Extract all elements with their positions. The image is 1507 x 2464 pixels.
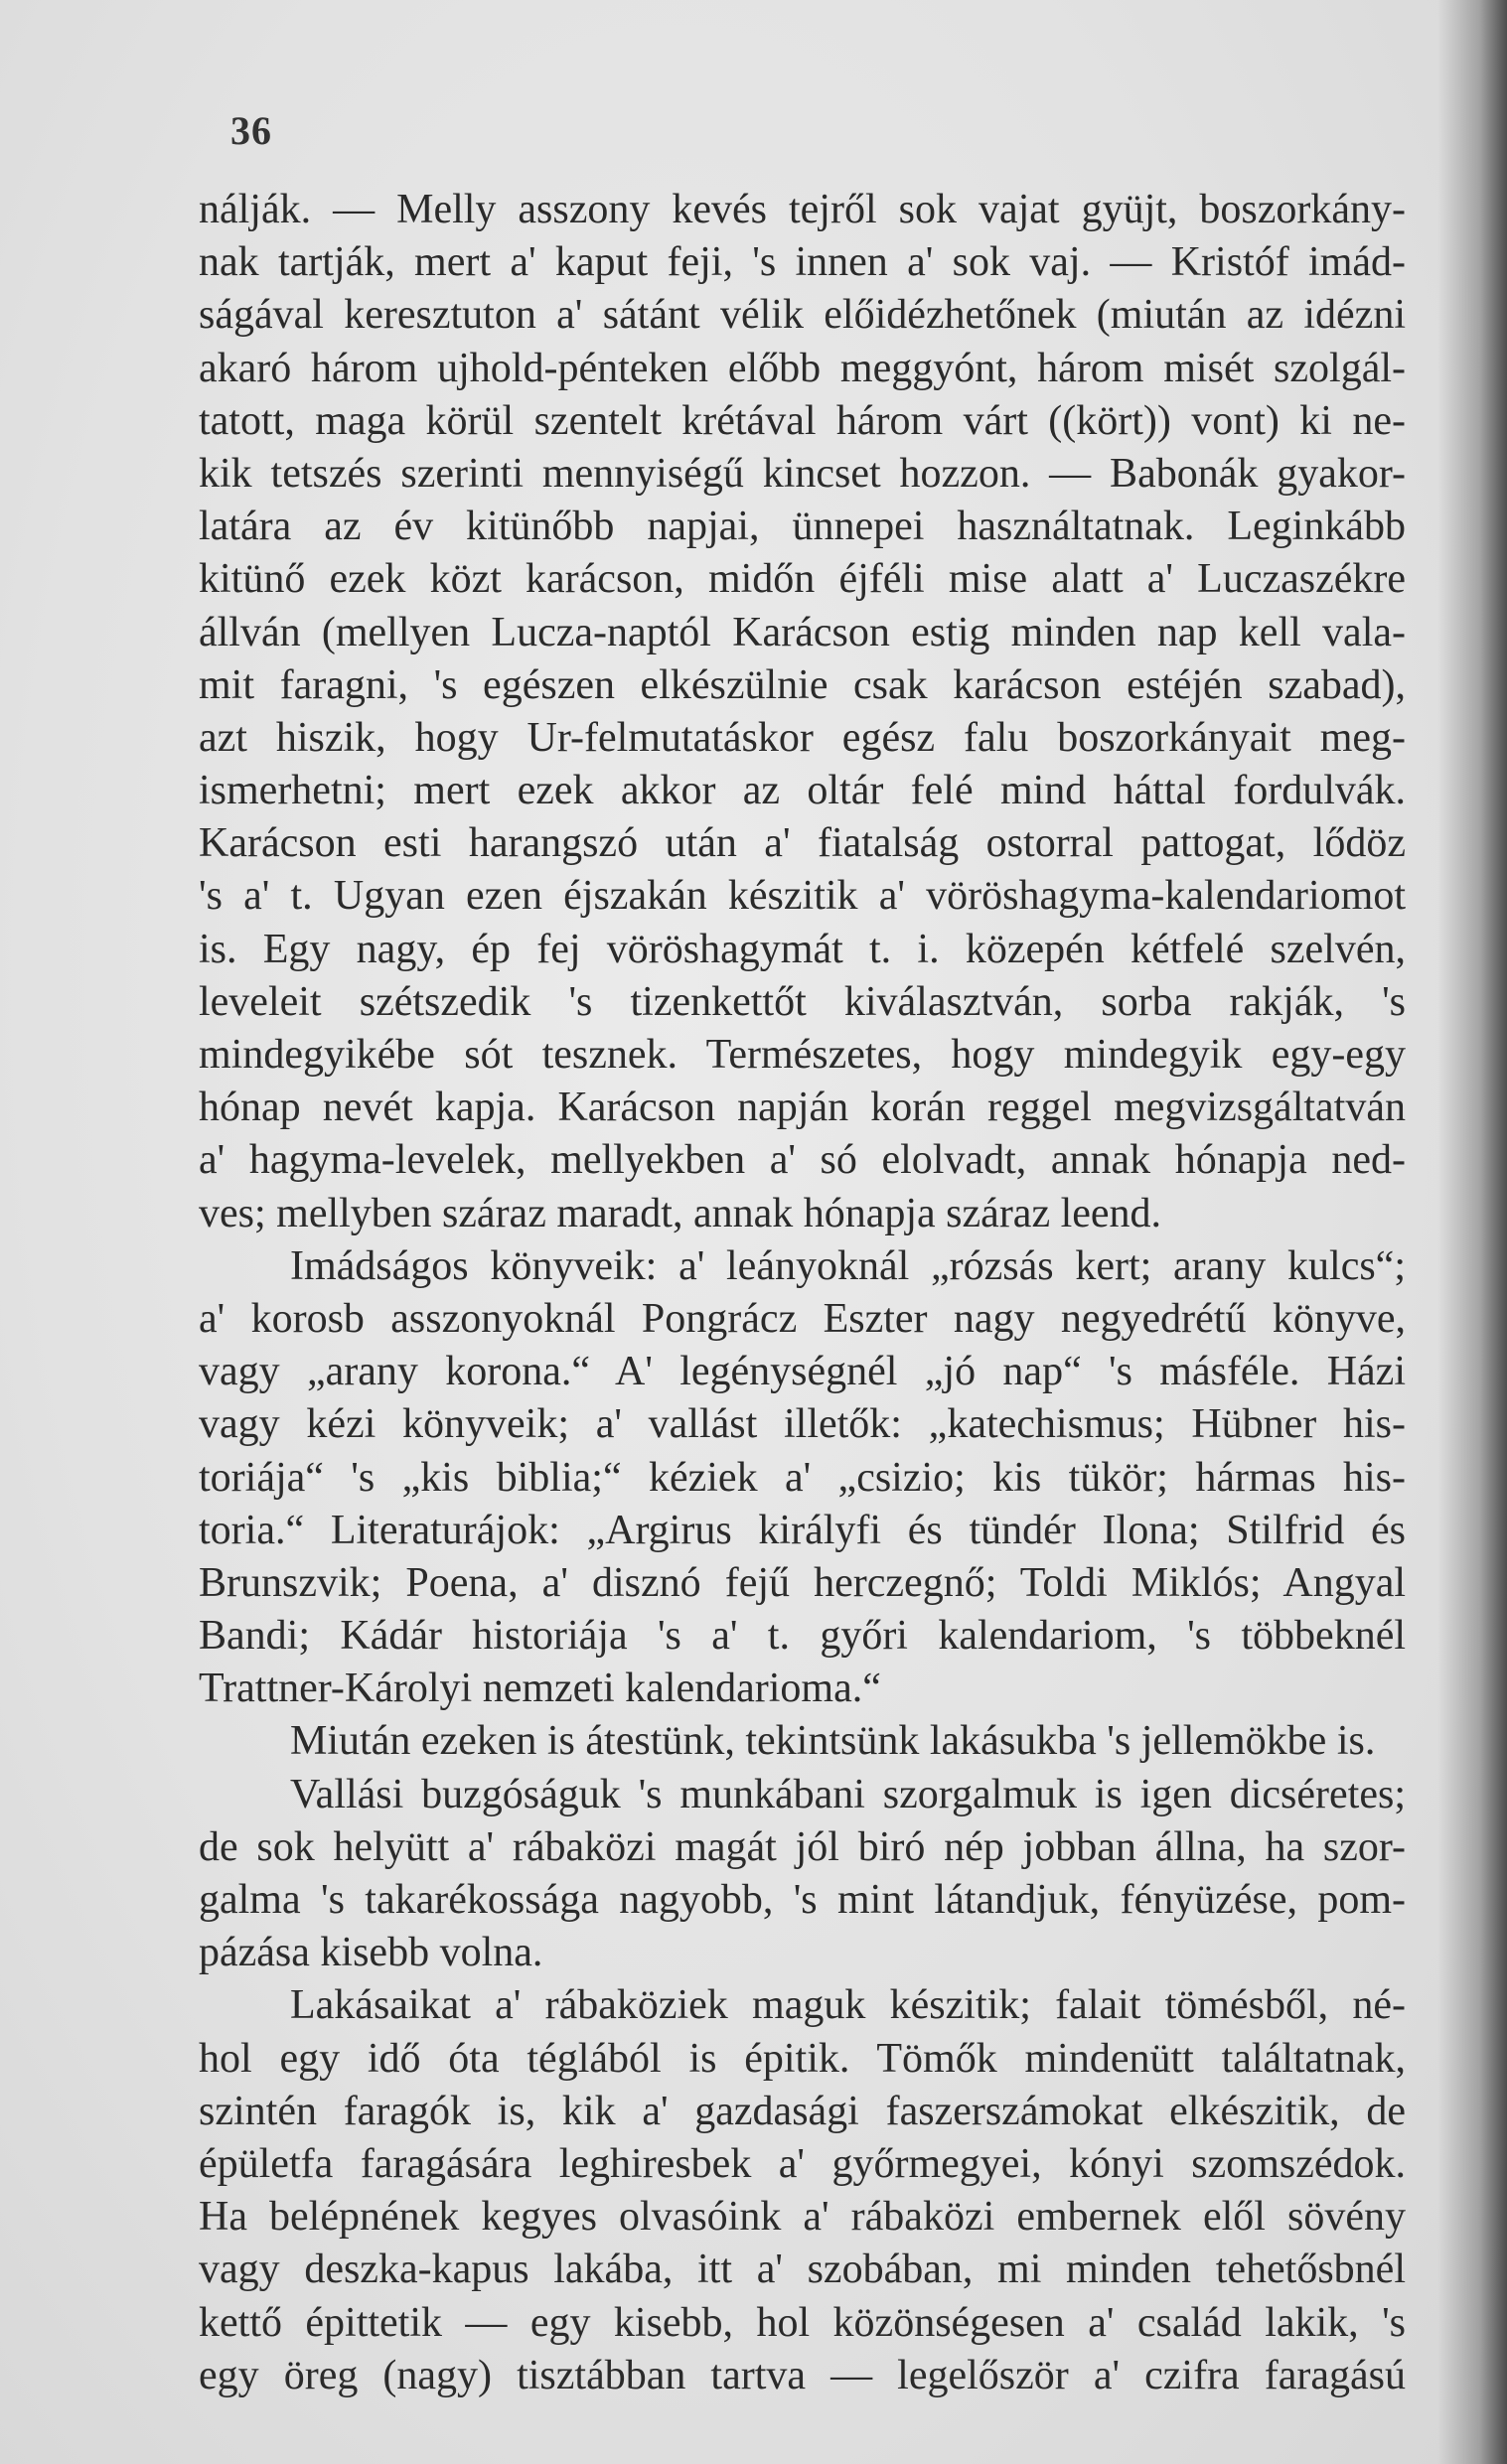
text-line: szintén faragók is, kik a' gazdasági faszerszámokat elkészitik, de — [199, 2088, 1406, 2134]
text-line: pázása kisebb volna. — [199, 1930, 543, 1976]
text-line: mindegyikébe sót tesznek. Természetes, hogy mindegyik egy-egy — [199, 1032, 1406, 1078]
text-line: ismerhetni; mert ezek akkor az oltár felé mind háttal fordulvák. — [199, 768, 1406, 814]
text-line: Imádságos könyveik: a' leányoknál „rózsás kert; arany kulcs“; — [290, 1242, 1406, 1289]
page-gutter-shadow — [1437, 0, 1507, 2464]
page-number: 36 — [230, 108, 272, 153]
text-line: vagy kézi könyveik; a' vallást illetők: „katechismus; Hübner his- — [199, 1401, 1406, 1448]
text-line: hol egy idő óta téglából is épitik. Tömők mindenütt találtatnak, — [199, 2035, 1406, 2082]
text-line: épületfa faragására leghiresbek a' győrmegyei, kónyi szomszédok. — [199, 2140, 1406, 2187]
text-line: de sok helyütt a' rábaközi magát jól biró nép jobban állna, ha szor- — [199, 1823, 1406, 1870]
text-line: hónap nevét kapja. Karácson napján korán reggel megvizsgáltatván — [199, 1085, 1406, 1131]
text-line: állván (mellyen Lucza-naptól Karácson estig minden nap kell vala- — [199, 609, 1406, 655]
text-line: is. Egy nagy, ép fej vöröshagymát t. i. közepén kétfelé szelvén, — [199, 926, 1406, 972]
text-line: akaró három ujhold-pénteken előbb meggyónt, három misét szolgál- — [199, 345, 1406, 391]
text-line: leveleit szétszedik 's tizenkettőt kiválasztván, sorba rakják, 's — [199, 978, 1406, 1025]
text-line: Vallási buzgóságuk 's munkábani szorgalmuk is igen dicséretes; — [290, 1771, 1406, 1817]
text-line: toriája“ 's „kis biblia;“ kéziek a' „csizio; kis tükör; hármas his- — [199, 1454, 1406, 1501]
text-line: tatott, maga körül szentelt krétával három várt ((kört)) vont) ki ne- — [199, 397, 1406, 444]
text-line: ságával keresztuton a' sátánt vélik előidézhetőnek (miután az idézni — [199, 292, 1406, 339]
text-line: Miután ezeken is átestünk, tekintsünk lakásukba 's jellemökbe is. — [290, 1718, 1376, 1765]
text-line: vagy deszka-kapus lakába, itt a' szobában, mi minden tehetősbnél — [199, 2247, 1406, 2293]
text-line: kettő épittetik — egy kisebb, hol közönségesen a' család lakik, 's — [199, 2299, 1406, 2346]
text-line: azt hiszik, hogy Ur-felmutatáskor egész falu boszorkányait meg- — [199, 714, 1406, 761]
text-line: Bandi; Kádár historiája 's a' t. győri kalendariom, 's többeknél — [199, 1613, 1406, 1660]
text-line: toria.“ Literaturájok: „Argirus királyfi és tündér Ilona; Stilfrid és — [199, 1507, 1406, 1553]
text-line: vagy „arany korona.“ A' legénységnél „jó nap“ 's másféle. Házi — [199, 1349, 1406, 1395]
text-line: nak tartják, mert a' kaput feji, 's innen a' sok vaj. — Kristóf imád- — [199, 239, 1406, 286]
text-line: 's a' t. Ugyan ezen éjszakán készitik a' vöröshagyma-kalendariomot — [199, 873, 1406, 920]
text-line: Lakásaikat a' rábaköziek maguk készitik; falait tömésből, né- — [290, 1982, 1406, 2029]
text-line: kik tetszés szerinti mennyiségű kincset hozzon. — Babonák gyakor- — [199, 450, 1406, 497]
text-line: Karácson esti harangszó után a' fiatalság ostorral pattogat, lődöz — [199, 820, 1406, 867]
text-line: Brunszvik; Poena, a' disznó fejű herczegnő; Toldi Miklós; Angyal — [199, 1559, 1406, 1606]
text-line: Ha belépnének kegyes olvasóink a' rábaközi embernek elől sövény — [199, 2194, 1406, 2241]
text-line: a' korosb asszonyoknál Pongrácz Eszter nagy negyedrétű könyve, — [199, 1295, 1406, 1342]
text-line: Trattner-Károlyi nemzeti kalendarioma.“ — [199, 1666, 881, 1712]
body-text — [199, 184, 1406, 2402]
text-line: latára az év kitünőbb napjai, ünnepei használtatnak. Leginkább — [199, 504, 1406, 550]
text-line: kitünő ezek közt karácson, midőn éjféli mise alatt a' Luczaszékre — [199, 556, 1406, 603]
text-line: galma 's takarékossága nagyobb, 's mint látandjuk, fényüzése, pom- — [199, 1877, 1406, 1923]
text-line: ves; mellyben száraz maradt, annak hónapja száraz leend. — [199, 1190, 1162, 1236]
text-line: nálják. — Melly asszony kevés tejről sok vajat gyüjt, boszorkány- — [199, 187, 1406, 232]
text-line: mit faragni, 's egészen elkészülnie csak karácson estéjén szabad), — [199, 661, 1406, 708]
text-line: egy öreg (nagy) tisztábban tartva — legelőször a' czifra faragású — [199, 2352, 1406, 2398]
text-line: a' hagyma-levelek, mellyekben a' só elolvadt, annak hónapja ned- — [199, 1137, 1406, 1184]
